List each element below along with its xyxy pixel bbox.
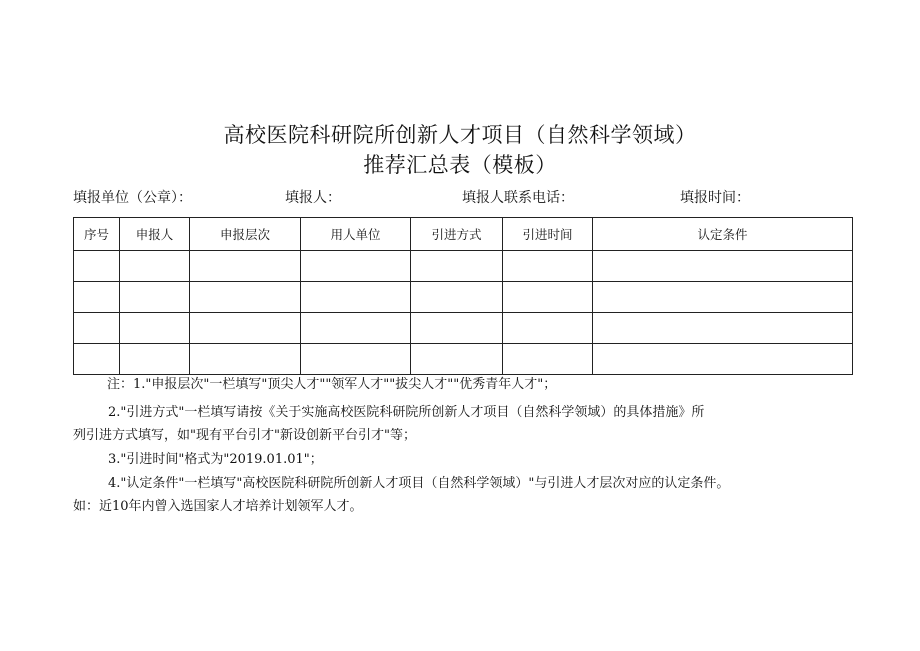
fill-phone-label: 填报人联系电话：	[462, 190, 574, 206]
table-cell[interactable]	[503, 251, 593, 282]
table-row	[74, 282, 853, 313]
note-2-line2: 列引进方式填写，如"现有平台引才"新设创新平台引才"等；	[73, 428, 416, 443]
summary-table	[73, 217, 853, 375]
table-cell[interactable]	[190, 344, 301, 375]
table-cell[interactable]	[120, 282, 190, 313]
table-cell[interactable]	[411, 313, 503, 344]
table-cell[interactable]	[503, 344, 593, 375]
fill-person-label: 填报人：	[285, 190, 341, 206]
header-cell-level: 申报层次	[190, 218, 301, 251]
table-cell[interactable]	[593, 344, 853, 375]
table-cell[interactable]	[593, 282, 853, 313]
fill-unit-label: 填报单位（公章）：	[73, 190, 192, 206]
note-4-line2: 如：近10年内曾入选国家人才培养计划领军人才。	[73, 499, 363, 514]
table-cell[interactable]	[411, 282, 503, 313]
table-cell[interactable]	[74, 344, 120, 375]
table-cell[interactable]	[301, 313, 411, 344]
table-cell[interactable]	[190, 313, 301, 344]
header-cell-method: 引进方式	[411, 218, 503, 251]
table-cell[interactable]	[120, 251, 190, 282]
fill-time-label: 填报时间：	[680, 190, 750, 206]
note-4-line1: 4."认定条件"一栏填写"高校医院科研院所创新人才项目（自然科学领域）"与引进人才层次对应的认定条件。	[108, 476, 730, 491]
header-cell-index: 序号	[74, 218, 120, 251]
table-cell[interactable]	[120, 344, 190, 375]
header-cell-criteria: 认定条件	[593, 218, 853, 251]
note-3: 3."引进时间"格式为"2019.01.01"；	[108, 452, 323, 467]
table-cell[interactable]	[190, 251, 301, 282]
document-title-line2: 推荐汇总表（模板）	[363, 153, 557, 177]
table-cell[interactable]	[411, 344, 503, 375]
table-cell[interactable]	[301, 282, 411, 313]
table-cell[interactable]	[120, 313, 190, 344]
table-cell[interactable]	[74, 282, 120, 313]
table-cell[interactable]	[301, 344, 411, 375]
table-cell[interactable]	[74, 251, 120, 282]
table-cell[interactable]	[190, 282, 301, 313]
table-cell[interactable]	[503, 313, 593, 344]
header-cell-employer: 用人单位	[301, 218, 411, 251]
table-header-row	[74, 218, 853, 251]
table-row	[74, 313, 853, 344]
table-cell[interactable]	[503, 282, 593, 313]
table-cell[interactable]	[593, 313, 853, 344]
table-cell[interactable]	[593, 251, 853, 282]
table-row	[74, 251, 853, 282]
note-2-line1: 2."引进方式"一栏填写请按《关于实施高校医院科研院所创新人才项目（自然科学领域）的具体措施》所	[108, 405, 705, 420]
table-cell[interactable]	[301, 251, 411, 282]
table-row	[74, 344, 853, 375]
table-cell[interactable]	[74, 313, 120, 344]
table-cell[interactable]	[411, 251, 503, 282]
header-cell-time: 引进时间	[503, 218, 593, 251]
header-cell-applicant: 申报人	[120, 218, 190, 251]
note-1: 注：1."申报层次"一栏填写"顶尖人才""领军人才""拔尖人才""优秀青年人才"；	[107, 377, 557, 392]
document-title-line1: 高校医院科研院所创新人才项目（自然科学领域）	[223, 123, 697, 147]
